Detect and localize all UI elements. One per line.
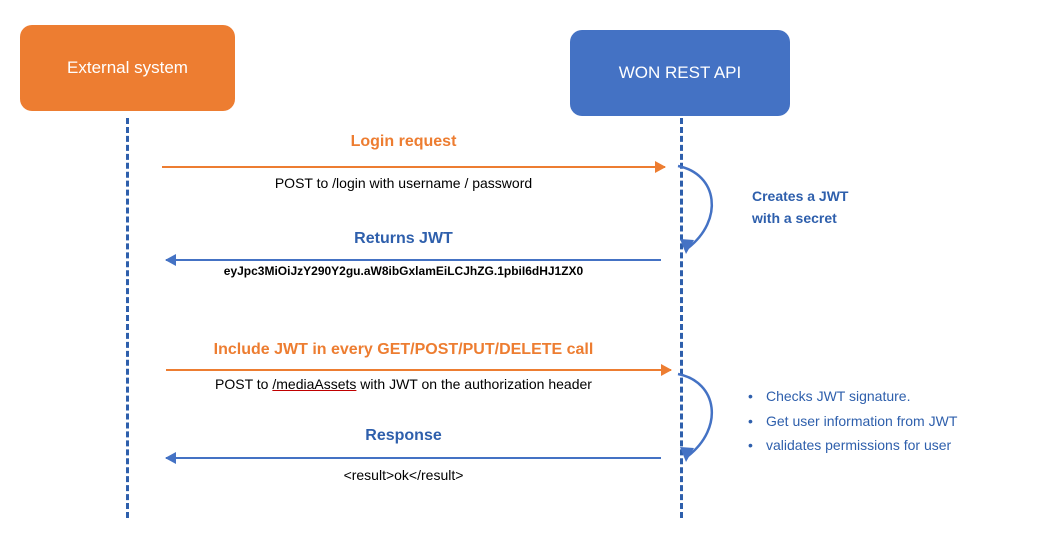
list-item — [748, 433, 957, 458]
detail-prefix: POST to — [215, 376, 273, 392]
message-response-arrow — [166, 457, 661, 459]
message-response-label: Response — [365, 427, 442, 444]
bullet-icon: • — [748, 388, 753, 404]
actor-external-system — [20, 25, 235, 111]
arrow-line — [166, 259, 661, 261]
list-item-label: Get user information from JWT — [766, 412, 958, 429]
note-creates-jwt — [752, 186, 848, 229]
message-returns-jwt-detail: eyJpc3MiOiJzY290Y2gu.aW8ibGxlamEiLCJhZG.1pbiI6dHJ1ZX0 — [223, 264, 584, 278]
message-login-request-detail: POST to /login with username / password — [274, 175, 533, 191]
arrow-line — [162, 166, 665, 168]
message-login-request-arrow — [162, 166, 665, 168]
message-include-jwt-arrow — [166, 369, 671, 371]
note-jwt-checks — [748, 384, 957, 458]
message-include-jwt-label: Include JWT in every GET/POST/PUT/DELETE call — [213, 341, 594, 358]
note-creates-jwt-line1: Creates a JWT — [752, 188, 849, 204]
arrow-head-icon — [165, 452, 176, 464]
list-item — [748, 409, 957, 434]
message-include-jwt-detail — [126, 376, 681, 392]
self-loop-jwt-checks-icon — [672, 368, 752, 473]
bullet-icon: • — [748, 437, 753, 453]
actor-external-system-label: External system — [67, 58, 188, 77]
arrow-line — [166, 457, 661, 459]
self-loop-creates-jwt-icon — [672, 160, 752, 265]
message-returns-jwt-label: Returns JWT — [354, 230, 453, 247]
message-login-request-label: Login request — [350, 133, 457, 150]
arrow-head-icon — [655, 161, 666, 173]
arrow-head-icon — [661, 364, 672, 376]
actor-won-rest-api-label: WON REST API — [618, 63, 742, 82]
arrow-line — [166, 369, 671, 371]
actor-won-rest-api — [570, 30, 790, 116]
list-item-label: validates permissions for user — [766, 437, 952, 453]
list-item-label: Checks JWT signature. — [766, 388, 911, 404]
note-creates-jwt-line2: with a secret — [752, 209, 837, 226]
message-returns-jwt-arrow — [166, 259, 661, 261]
detail-endpoint: /mediaAssets — [272, 376, 357, 392]
message-response-detail: <result>ok</result> — [343, 467, 464, 483]
bullet-icon: • — [748, 412, 753, 429]
list-item — [748, 384, 957, 409]
detail-suffix: with JWT on the authorization header — [356, 376, 592, 392]
